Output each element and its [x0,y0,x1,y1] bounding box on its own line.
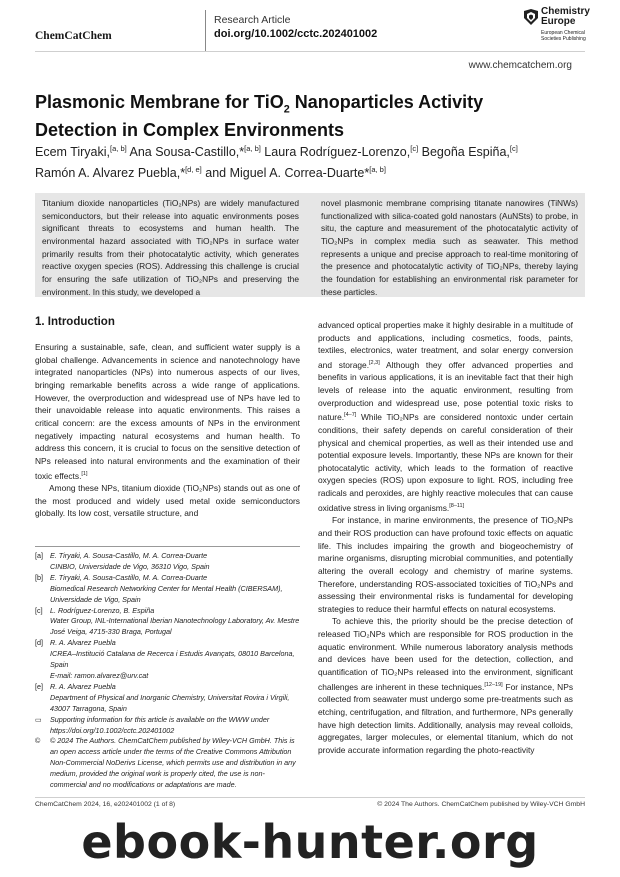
affiliation-line: R. A. Alvarez Puebla [50,681,116,691]
author-name: Laura Rodríguez-Lorenzo, [260,145,411,160]
affiliation-line: Department of Physical and Inorganic Chemistry, Universitat Rovira i Virgili, 43007 Tarragona, Spain [50,692,290,713]
logo-text-europe: Europe [541,16,576,27]
affiliation-item [35,606,300,639]
abstract-left-text: Titanium dioxide nanoparticles (TiO₂NPs) are widely manufactured semiconductors, but their release into aquatic environments poses significant threats to ecosystems and human health. The environmental hazard associated with TiO₂NPs in surface water primarily results from their photocatalytic activity, which generates reactive oxygen species (ROS). Addressing this challenge is crucial for ensuring the safe utilization of TiO₂NPs and preserving the environment. In this study, we developed a [42,198,299,297]
paragraph [35,341,300,482]
affiliation-item [35,715,300,737]
affiliation-label: [c] [35,605,43,615]
paragraph: For instance, in marine environments, the presence of TiO₂NPs and their ROS production can have profound toxic effects on aquatic life. This includes impairing the growth and biogeochemistry of marine organisms, disrupting microbial communities, and potentially altering the overall ecology and chemistry of marine systems. Therefore, understanding ROS-associated toxicities of TiO₂NPs and assessing their environmental risks is fundamental for developing strategies to reduce their harmful effects on natural ecosystems. [318,515,573,614]
affiliation-label: [d] [35,638,43,648]
affiliation-label: [e] [35,681,43,691]
affiliation-line: Supporting information for this article is available on the WWW under https://doi.org/10.1002/cctc.202401002 [50,714,270,735]
article-title [35,92,585,140]
affiliation-text [50,551,300,573]
journal-name: ChemCatChem [35,30,112,42]
affiliation-line: L. Rodríguez-Lorenzo, B. Espiña [50,605,155,615]
watermark-text: ebook-hunter.org [81,815,539,869]
author-affiliation-mark: [c] [509,144,518,153]
author-affiliation-mark: [d, e] [185,165,202,175]
affiliation-item [35,573,300,606]
paragraph: Among these NPs, titanium dioxide (TiO₂NPs) stands out as one of the most produced and widely used metal oxide semiconductors globally. Its low cost, versatile structure, and [35,483,300,519]
affiliation-item [35,736,300,791]
affiliation-line: ICREA–Institució Catalana de Recerca i Estudis Avançats, 08010 Barcelona, Spain [50,649,295,670]
affiliation-line: Biomedical Research Networking Center for Mental Health (CIBERSAM), Universidade de Vigo, Spain [50,583,283,604]
article-type: Research Article [214,14,291,26]
paragraph-text: advanced optical properties make it highly desirable in a multitude of products and applications, including cosmetics, foods, paints, textiles, electronics, water treatment, and solar energy conversion and storage. [318,320,573,370]
logo-subtext-2: Societies Publishing [541,36,586,42]
footer-copyright: © 2024 The Authors. ChemCatChem published by Wiley-VCH GmbH [377,801,585,808]
paragraph-text: Although they offer advanced properties and benefits in various applications, it is an inevitable fact that their high levels of release into the aquatic environment, resulting from overproduction and widespread use, pose potential toxic risks to nature. [318,359,574,423]
footer-rule [35,797,585,798]
paragraph [318,615,573,756]
author-affiliation-mark: [a, b] [244,144,261,153]
affiliation-line: © 2024 The Authors. ChemCatChem published by Wiley-VCH GmbH. This is an open access article under the terms of the Creative Commons Attribution Non-Commercial NoDerivs License, which permits use and distribution in any medium, provided the original work is properly cited, the use is non-commercial and no modifications or adaptations are made. [50,736,296,790]
header-rule [35,51,585,52]
affiliation-label: © [35,736,41,746]
citation[interactable]: [2,3] [369,359,380,366]
author-name: Ramón A. Alvarez Puebla,* [35,166,186,181]
section-heading-introduction: 1. Introduction [35,316,115,328]
paragraph-text: While TiO₂NPs are considered nontoxic under certain conditions, their safety depends on careful consideration of their physical and chemical properties, as well as their intended use and potential exposure levels. Importantly, these NPs are known for their photocatalytic activity, which leads to the formation of reactive oxygen species (ROS) upon exposure to light. ROS, including free radicals and peroxides, are highly reactive molecules that can cause oxidative stress in living organisms. [318,412,573,513]
author-name: Begoña Espiña, [418,145,510,160]
paragraph-text: For instance, NPs collected from seawater must undergo some pre-treatments such as etching, centrifugation, and filtration, and furthermore, NPs generally have high detection limits. Additionally, analysis may reveal colloids, aggregates, larger molecules, or elemental titanium, which do not provide accurate information regarding the photo-reactivity [318,681,574,755]
affiliation-text [50,736,300,791]
affiliation-rule [35,546,300,547]
title-subscript: 2 [283,103,290,116]
citation[interactable]: [4–7] [344,412,357,419]
affiliation-item [35,551,300,573]
affiliation-line: E. Tiryaki, A. Sousa-Castillo, M. A. Correa-Duarte [50,572,208,582]
author-list [35,140,585,182]
affiliation-text [50,638,300,682]
affiliation-label: [b] [35,572,43,582]
affiliations-list [35,551,300,791]
author-affiliation-mark: [a, b] [110,144,127,153]
footer-citation: ChemCatChem 2024, 16, e202401002 (1 of 8) [35,801,176,808]
affiliation-text [50,682,300,715]
title-part-c: Detection in Complex Environments [35,119,345,140]
citation[interactable]: [8–11] [449,502,465,509]
logo-text-chemistry: Chemistry [541,6,590,17]
citation[interactable]: [1] [81,470,88,477]
affiliation-text [50,715,300,737]
chemistry-europe-logo-icon [522,8,540,26]
body-right-column [318,319,573,757]
paragraph-text: Ensuring a sustainable, safe, clean, and sufficient water supply is a global challenge. Advancements in science and nanotechnology have integrated nanoparticles (NPs) into numerous aspects of our lives, bringing remarkable benefits across a wide range of applications. However, the overproduction and widespread use of NPs have led to their unavoidable release into aquatic environments. This raises a critical concern: are the excess amounts of NPs in the environment negatively impacting natural ecosystems and human health. To address this concern, it is crucial to focus on the sensitive detection of NPs released into natural environments and the examination of their toxic effects. [35,342,300,481]
author-name: Ecem Tiryaki, [35,145,111,160]
affiliation-item [35,682,300,715]
affiliation-text [50,606,300,639]
paragraph-text: To achieve this, the priority should be the precise detection of released TiO₂NPs which are responsible for ROS production in the aquatic environment. While numerous laboratory analysis methods and devices have been used for the detection, collection, and quantification of TiO₂NPs released into the environment, significant challenges are inherent in these techniques. [318,616,573,692]
author-name: and Miguel A. Correa-Duarte* [201,166,370,181]
abstract-box [35,193,585,297]
affiliation-item [35,638,300,682]
affiliation-line: CINBIO, Universidade de Vigo, 36310 Vigo, Spain [50,561,210,571]
body-left-column [35,341,300,520]
affiliation-line: R. A. Alvarez Puebla [50,638,116,648]
affiliation-line: Water Group, INL-International Iberian Nanotechnology Laboratory, Av. Mestre José Veiga, 4715-330 Braga, Portugal [50,616,300,637]
title-part-a: Plasmonic Membrane for TiO [35,92,284,112]
author-name: Ana Sousa-Castillo,* [126,145,245,160]
affiliation-label: ▭ [35,714,42,724]
abstract-right-text: novel plasmonic membrane comprising titanate nanowires (TiNWs) functionalized with silica-coated gold nanostars (AuNSts) to probe, in situ, the capture and measurement of the photocatalytic activity of TiO₂NPs in complex media such as seawater. This method represents a unique and precise approach to real-time monitoring of the presence and photocatalytic activity of TiO₂NPs, thereby laying the foundation for establishing an environmental risk parameter for these particles. [321,198,578,297]
logo-subtext-1: European Chemical [541,30,585,36]
citation[interactable]: [12–19] [484,681,503,688]
affiliation-text [50,573,300,606]
affiliation-label: [a] [35,551,43,560]
paragraph [318,319,573,514]
affiliation-line: E-mail: ramon.alvarez@urv.cat [50,670,149,680]
journal-url-link[interactable]: www.chemcatchem.org [468,60,572,71]
title-part-b: Nanoparticles Activity [289,92,484,112]
affiliation-line: E. Tiryaki, A. Sousa-Castillo, M. A. Correa-Duarte [50,551,208,560]
author-affiliation-mark: [c] [410,144,419,153]
author-affiliation-mark: [a, b] [369,165,386,175]
doi-link[interactable]: doi.org/10.1002/cctc.202401002 [214,28,378,40]
header-divider [205,10,206,52]
